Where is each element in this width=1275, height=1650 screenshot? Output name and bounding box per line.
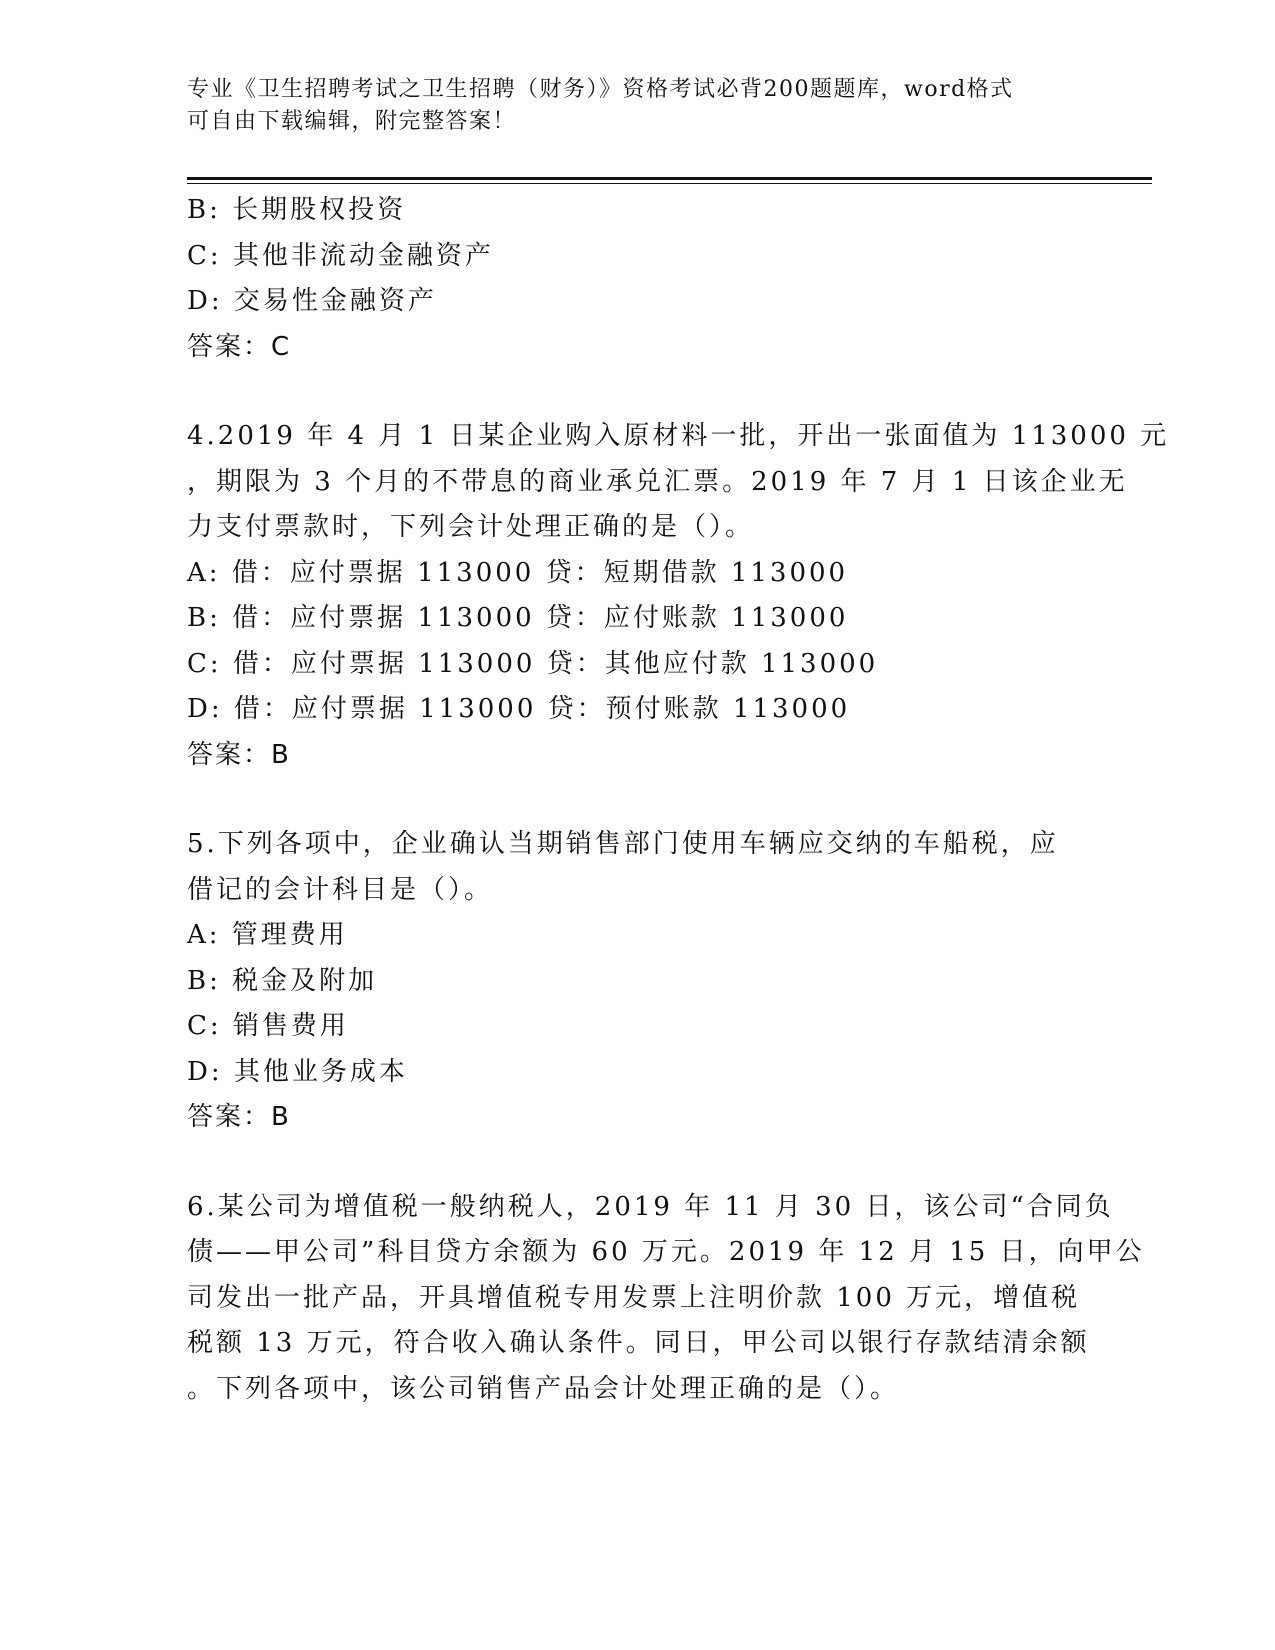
question-3 <box>187 188 1107 370</box>
spacer <box>187 370 1107 414</box>
q5-option-b: B: 税金及附加 <box>187 965 378 996</box>
q4-option-b: B: 借：应付票据 113000 贷：应付账款 113000 <box>187 603 849 633</box>
q6-stem-line-4: 税额 13 万元，符合收入确认条件。同日，甲公司以银行存款结清余额 <box>187 1328 1090 1358</box>
q6-stem-line-1: 6.某公司为增值税一般纳税人，2019 年 11 月 30 日，该公司“合同负 <box>187 1191 1114 1222</box>
header-line-1: 专业《卫生招聘考试之卫生招聘（财务）》资格考试必背200题题库，word格式 <box>187 77 1014 102</box>
q3-option-b: B: 长期股权投资 <box>187 195 407 225</box>
question-content <box>187 188 1170 1412</box>
q5-stem-line-1: 5.下列各项中，企业确认当期销售部门使用车辆应交纳的车船税，应 <box>187 829 1059 859</box>
q4-stem-line-3: 力支付票款时，下列会计处理正确的是（）。 <box>187 512 755 542</box>
spacer <box>187 778 1107 822</box>
q5-answer: 答案：B <box>187 1102 291 1132</box>
q3-answer: 答案：C <box>187 331 292 362</box>
q4-option-c: C: 借：应付票据 113000 贷：其他应付款 113000 <box>187 648 879 679</box>
q4-stem-line-1: 4.2019 年 4 月 1 日某企业购入原材料一批，开出一张面值为 113000 元 <box>187 421 1170 451</box>
document-header <box>187 74 1067 138</box>
q4-option-d: D: 借：应付票据 113000 贷：预付账款 113000 <box>187 694 851 724</box>
q5-option-c: C: 销售费用 <box>187 1011 349 1041</box>
q4-option-a: A: 借：应付票据 113000 贷：短期借款 113000 <box>187 557 849 588</box>
q4-stem-line-2: ，期限为 3 个月的不带息的商业承兑汇票。2019 年 7 月 1 日该企业无 <box>187 466 1128 497</box>
spacer <box>187 1141 1107 1185</box>
q3-option-c: C: 其他非流动金融资产 <box>187 240 494 271</box>
question-5 <box>187 822 1107 1141</box>
q3-option-d: D: 交易性金融资产 <box>187 286 437 316</box>
q6-stem-line-3: 司发出一批产品，开具增值税专用发票上注明价款 100 万元，增值税 <box>187 1282 1081 1313</box>
question-6 <box>187 1185 1145 1413</box>
question-4 <box>187 414 1170 778</box>
q5-option-a: A: 管理费用 <box>187 920 348 950</box>
header-divider-thin <box>187 183 1152 184</box>
q5-option-d: D: 其他业务成本 <box>187 1056 408 1087</box>
header-divider-thick <box>187 177 1152 180</box>
q5-stem-line-2: 借记的会计科目是（）。 <box>187 874 494 905</box>
header-line-2: 可自由下载编辑，附完整答案！ <box>187 109 517 134</box>
q4-answer: 答案：B <box>187 739 291 770</box>
q6-stem-line-5: 。下列各项中，该公司销售产品会计处理正确的是（）。 <box>187 1373 900 1404</box>
q6-stem-line-2: 债——甲公司”科目贷方余额为 60 万元。2019 年 12 月 15 日，向甲公 <box>187 1237 1145 1267</box>
